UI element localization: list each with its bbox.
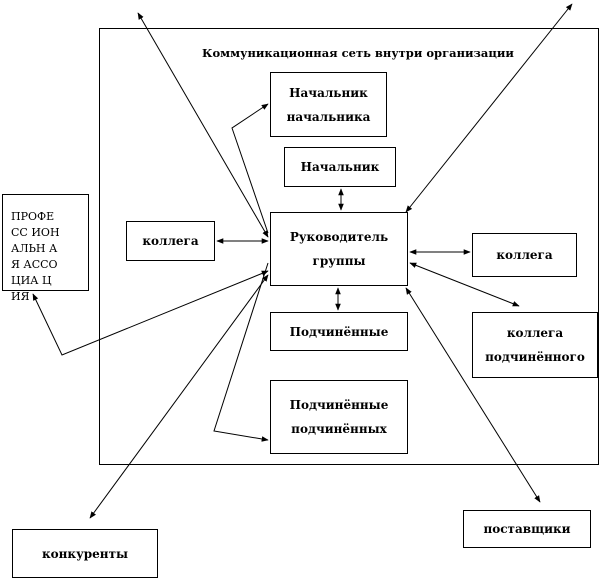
link-leader-boss-of-boss — [232, 104, 268, 233]
link-leader-suppliers — [406, 288, 540, 502]
node-competitors: конкуренты — [12, 529, 158, 578]
node-subordinates: Подчинённые — [270, 312, 408, 351]
link-leader-outside-top-right — [406, 4, 572, 212]
node-boss: Начальник — [284, 147, 396, 187]
node-suppliers: поставщики — [463, 510, 591, 548]
node-professional-association: ПРОФЕСС ИОНАЛЬН АЯ АССОЦИА ЦИЯ — [2, 194, 89, 291]
node-colleague-subordinate: коллега подчинённого — [472, 312, 598, 378]
link-leader-outside-top-left — [138, 13, 268, 237]
node-boss-of-boss: Начальник начальника — [270, 72, 387, 137]
node-colleague-left: коллега — [126, 221, 215, 261]
node-group-leader: Руководитель группы — [270, 212, 408, 286]
node-sub-subordinates: Подчинённые подчинённых — [270, 380, 408, 454]
link-leader-colleague-subordinate — [410, 263, 519, 306]
link-leader-competitors — [90, 275, 268, 518]
node-colleague-right: коллега — [472, 233, 577, 277]
link-leader-professional-association — [33, 271, 268, 355]
diagram-title: Коммуникационная сеть внутри организации — [202, 46, 514, 60]
